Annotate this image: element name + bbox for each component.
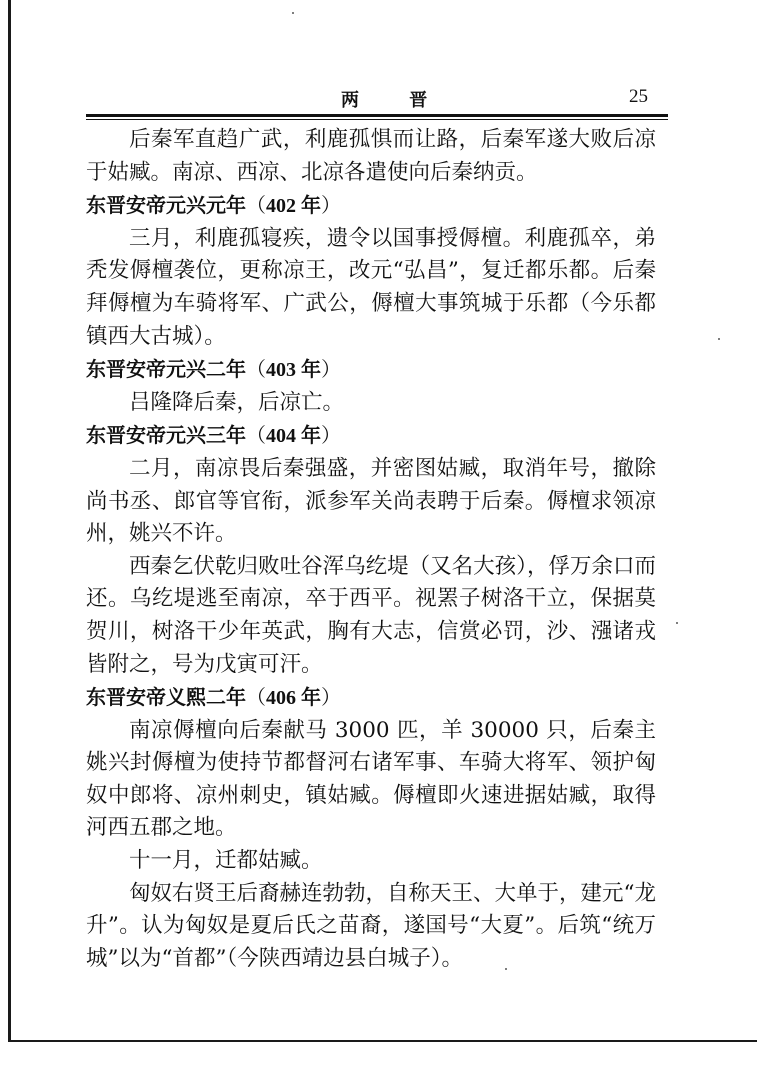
paragraph: 二月，南凉畏后秦强盛，并密图姑臧，取消年号，撤除尚书丞、郎官等官衔，派参军关尚表聘于后秦。傉檀求领凉州，姚兴不许。 xyxy=(86,455,656,547)
heading-year: 406 年 xyxy=(266,687,321,710)
heading-title: 东晋安帝元兴元年 xyxy=(86,193,246,218)
header-rule-thick xyxy=(86,114,668,117)
heading-title: 东晋安帝义熙二年 xyxy=(86,685,246,710)
page-left-edge xyxy=(8,0,11,1040)
body-text xyxy=(86,124,656,975)
heading-paren-open: （ xyxy=(246,195,266,218)
heading-year: 404 年 xyxy=(266,425,321,448)
header-rule-thin xyxy=(86,119,668,120)
scan-speck xyxy=(676,622,678,624)
heading-paren-close: ） xyxy=(321,359,341,382)
heading-paren-open: （ xyxy=(246,359,266,382)
section-heading xyxy=(86,419,656,453)
paragraph: 三月，利鹿孤寝疾，遗令以国事授傉檀。利鹿孤卒，弟秃发傉檀袭位，更称凉王，改元“弘昌”，复迁都乐都。后秦拜傉檀为车骑将军、广武公，傉檀大事筑城于乐都（今乐都镇西大古城）。 xyxy=(86,225,656,349)
paragraph: 西秦乞伏乾归败吐谷浑乌纥堤（又名大孩），俘万余口而还。乌纥堤逃至南凉，卒于西平。视罴子树洛干立，保据莫贺川，树洛干少年英武，胸有大志，信赏必罚，沙、漒诸戎皆附之，号为戊寅可汗。 xyxy=(86,553,656,677)
section-heading xyxy=(86,681,656,715)
scan-speck xyxy=(718,338,720,340)
paragraph: 后秦军直趋广武，利鹿孤惧而让路，后秦军遂大败后凉于姑臧。南凉、西凉、北凉各遣使向后秦纳贡。 xyxy=(86,127,656,185)
section-heading xyxy=(86,353,656,387)
heading-title: 东晋安帝元兴二年 xyxy=(86,357,246,382)
heading-year: 403 年 xyxy=(266,359,321,382)
heading-title: 东晋安帝元兴三年 xyxy=(86,423,246,448)
heading-year: 402 年 xyxy=(266,195,321,218)
paragraph: 吕隆降后秦，后凉亡。 xyxy=(129,389,345,415)
scan-speck xyxy=(292,12,294,14)
paragraph: 匈奴右贤王后裔赫连勃勃，自称天王、大单于，建元“龙升”。认为匈奴是夏后氏之苗裔，遂国号“大夏”。后筑“统万城”以为“首都”（今陕西靖边县白城子）。 xyxy=(86,880,656,971)
heading-paren-close: ） xyxy=(321,425,341,448)
running-header-title: 两 晋 xyxy=(341,90,450,111)
heading-paren-close: ） xyxy=(321,687,341,710)
page-bottom-edge xyxy=(8,1040,757,1042)
heading-paren-open: （ xyxy=(246,425,266,448)
paragraph: 十一月，迁都姑臧。 xyxy=(129,848,323,874)
heading-paren-open: （ xyxy=(246,687,266,710)
page-number: 25 xyxy=(629,86,648,107)
heading-paren-close: ） xyxy=(321,195,341,218)
scan-speck xyxy=(505,968,507,970)
paragraph: 南凉傉檀向后秦献马 3000 匹，羊 30000 只，后秦主姚兴封傉檀为使持节都督河右诸军事、车骑大将军、领护匈奴中郎将、凉州刺史，镇姑臧。傉檀即火速进据姑臧，取得河西五郡之地。 xyxy=(86,717,656,841)
running-header xyxy=(86,86,668,116)
section-heading xyxy=(86,189,656,223)
